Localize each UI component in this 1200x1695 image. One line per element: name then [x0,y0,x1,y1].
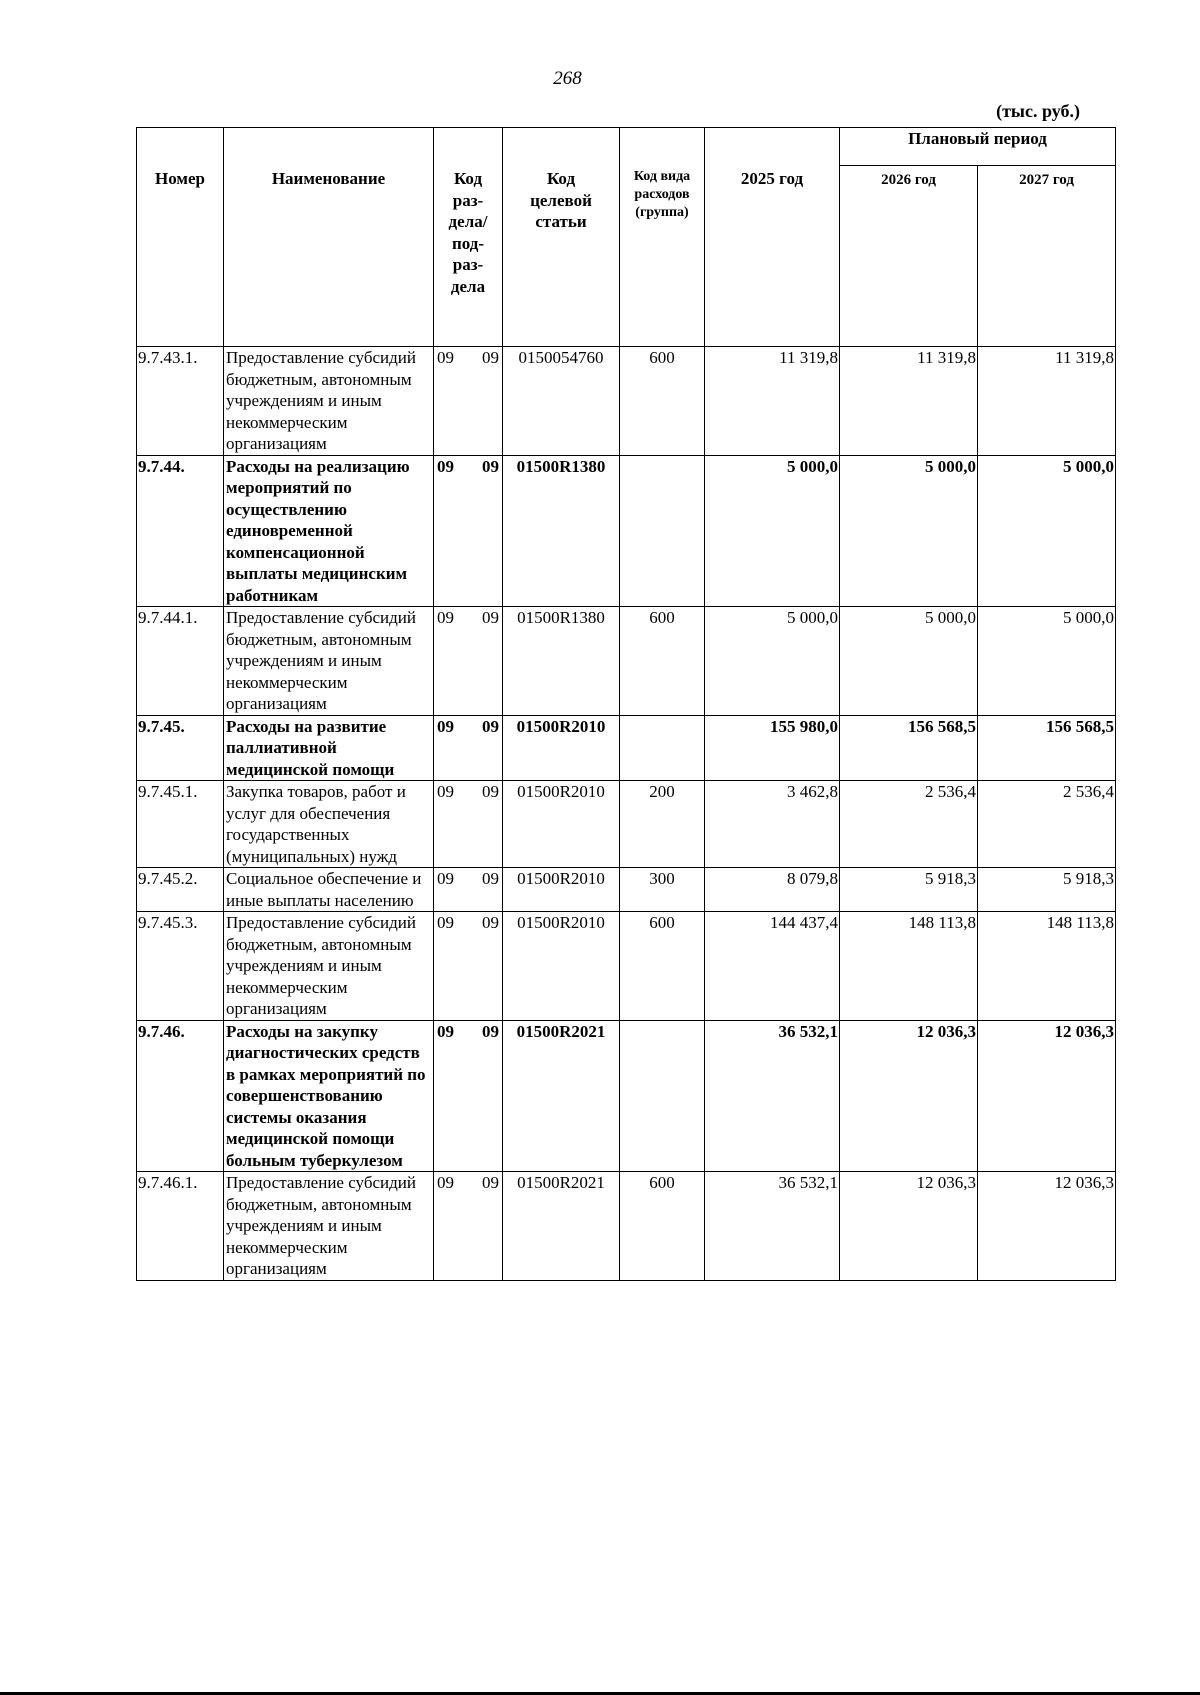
row-target-code: 01500R1380 [503,607,620,716]
row-amount-2025: 155 980,0 [705,715,840,781]
row-name: Расходы на реализацию мероприятий по осуществлению единовременной компенсационной выплаты медицинским работникам [224,455,434,607]
section-code: 09 [437,1021,454,1041]
subsection-code: 09 [482,869,499,888]
row-number: 9.7.45.2. [137,868,224,912]
section-code: 09 [437,456,454,476]
row-amount-2026: 12 036,3 [840,1172,978,1281]
section-code: 09 [437,716,454,736]
row-number: 9.7.44. [137,455,224,607]
row-target-code: 01500R2010 [503,715,620,781]
row-amount-2027: 148 113,8 [978,912,1116,1021]
row-expense-kind [620,455,705,607]
row-section-code [434,781,503,868]
row-amount-2025: 36 532,1 [705,1172,840,1281]
row-expense-kind: 600 [620,347,705,456]
row-expense-kind: 600 [620,1172,705,1281]
row-section-code [434,1172,503,1281]
row-section-code [434,715,503,781]
row-expense-kind [620,1020,705,1172]
row-number: 9.7.46. [137,1020,224,1172]
header-section-code [434,128,503,347]
budget-table [136,127,1116,1281]
header-expense-kind [620,128,705,347]
row-number: 9.7.44.1. [137,607,224,716]
units-label: (тыс. руб.) [996,101,1080,121]
row-number: 9.7.45.1. [137,781,224,868]
row-expense-kind: 600 [620,912,705,1021]
row-target-code: 01500R2021 [503,1020,620,1172]
row-target-code: 01500R2010 [503,868,620,912]
row-amount-2026: 148 113,8 [840,912,978,1021]
section-code: 09 [437,348,454,367]
row-expense-kind: 200 [620,781,705,868]
section-code: 09 [437,913,454,932]
row-amount-2026: 5 918,3 [840,868,978,912]
section-code: 09 [437,608,454,627]
row-target-code: 0150054760 [503,347,620,456]
page-number: 268 [553,68,582,89]
section-code: 09 [437,869,454,888]
row-name: Расходы на закупку диагностических средств в рамках мероприятий по совершенствованию системы оказания медицинской помощи больным туберкулезом [224,1020,434,1172]
row-name: Предоставление субсидий бюджетным, автономным учреждениям и иным некоммерческим организациям [224,607,434,716]
header-number: Номер [137,128,224,347]
row-section-code [434,607,503,716]
row-number: 9.7.43.1. [137,347,224,456]
row-amount-2025: 11 319,8 [705,347,840,456]
row-number: 9.7.45. [137,715,224,781]
row-amount-2026: 12 036,3 [840,1020,978,1172]
table-row [137,1020,1116,1172]
row-name: Предоставление субсидий бюджетным, автономным учреждениям и иным некоммерческим организациям [224,1172,434,1281]
row-number: 9.7.46.1. [137,1172,224,1281]
header-section-code-text: Код раз- дела/ под- раз- дела [448,169,488,296]
row-amount-2026: 2 536,4 [840,781,978,868]
row-amount-2027: 11 319,8 [978,347,1116,456]
row-amount-2025: 5 000,0 [705,455,840,607]
table-row [137,912,1116,1021]
row-target-code: 01500R2010 [503,781,620,868]
table-row [137,715,1116,781]
row-amount-2025: 8 079,8 [705,868,840,912]
row-section-code [434,868,503,912]
row-amount-2027: 12 036,3 [978,1172,1116,1281]
row-section-code [434,1020,503,1172]
header-expense-kind-text: Код вида расходов (группа) [633,169,691,220]
header-target-code [503,128,620,347]
row-amount-2025: 3 462,8 [705,781,840,868]
row-amount-2027: 2 536,4 [978,781,1116,868]
header-2025: 2025 год [705,128,840,347]
row-amount-2027: 156 568,5 [978,715,1116,781]
row-target-code: 01500R2021 [503,1172,620,1281]
row-section-code [434,912,503,1021]
header-2026: 2026 год [840,166,978,347]
header-name: Наименование [224,128,434,347]
row-target-code: 01500R1380 [503,455,620,607]
row-name: Расходы на развитие паллиативной медицинской помощи [224,715,434,781]
row-amount-2026: 5 000,0 [840,455,978,607]
row-amount-2027: 5 918,3 [978,868,1116,912]
row-expense-kind [620,715,705,781]
table-row [137,868,1116,912]
row-name: Предоставление субсидий бюджетным, автономным учреждениям и иным некоммерческим организациям [224,347,434,456]
table-row [137,347,1116,456]
subsection-code: 09 [482,716,499,736]
row-name: Закупка товаров, работ и услуг для обеспечения государственных (муниципальных) нужд [224,781,434,868]
table-row [137,781,1116,868]
row-section-code [434,347,503,456]
row-amount-2025: 5 000,0 [705,607,840,716]
row-expense-kind: 600 [620,607,705,716]
table-row [137,1172,1116,1281]
row-target-code: 01500R2010 [503,912,620,1021]
section-code: 09 [437,782,454,801]
table-row [137,607,1116,716]
subsection-code: 09 [482,608,499,627]
row-amount-2025: 144 437,4 [705,912,840,1021]
row-expense-kind: 300 [620,868,705,912]
subsection-code: 09 [482,1021,499,1041]
section-code: 09 [437,1173,454,1192]
header-2027: 2027 год [978,166,1116,347]
row-name: Социальное обеспечение и иные выплаты населению [224,868,434,912]
row-amount-2026: 11 319,8 [840,347,978,456]
subsection-code: 09 [482,348,499,367]
row-amount-2026: 156 568,5 [840,715,978,781]
row-amount-2025: 36 532,1 [705,1020,840,1172]
subsection-code: 09 [482,456,499,476]
header-plan-period: Плановый период [840,128,1116,166]
row-amount-2026: 5 000,0 [840,607,978,716]
row-number: 9.7.45.3. [137,912,224,1021]
row-amount-2027: 12 036,3 [978,1020,1116,1172]
header-target-code-text: Код целевой статьи [530,169,592,231]
subsection-code: 09 [482,782,499,801]
row-section-code [434,455,503,607]
row-name: Предоставление субсидий бюджетным, автономным учреждениям и иным некоммерческим организациям [224,912,434,1021]
subsection-code: 09 [482,913,499,932]
row-amount-2027: 5 000,0 [978,455,1116,607]
table-row [137,455,1116,607]
row-amount-2027: 5 000,0 [978,607,1116,716]
subsection-code: 09 [482,1173,499,1192]
